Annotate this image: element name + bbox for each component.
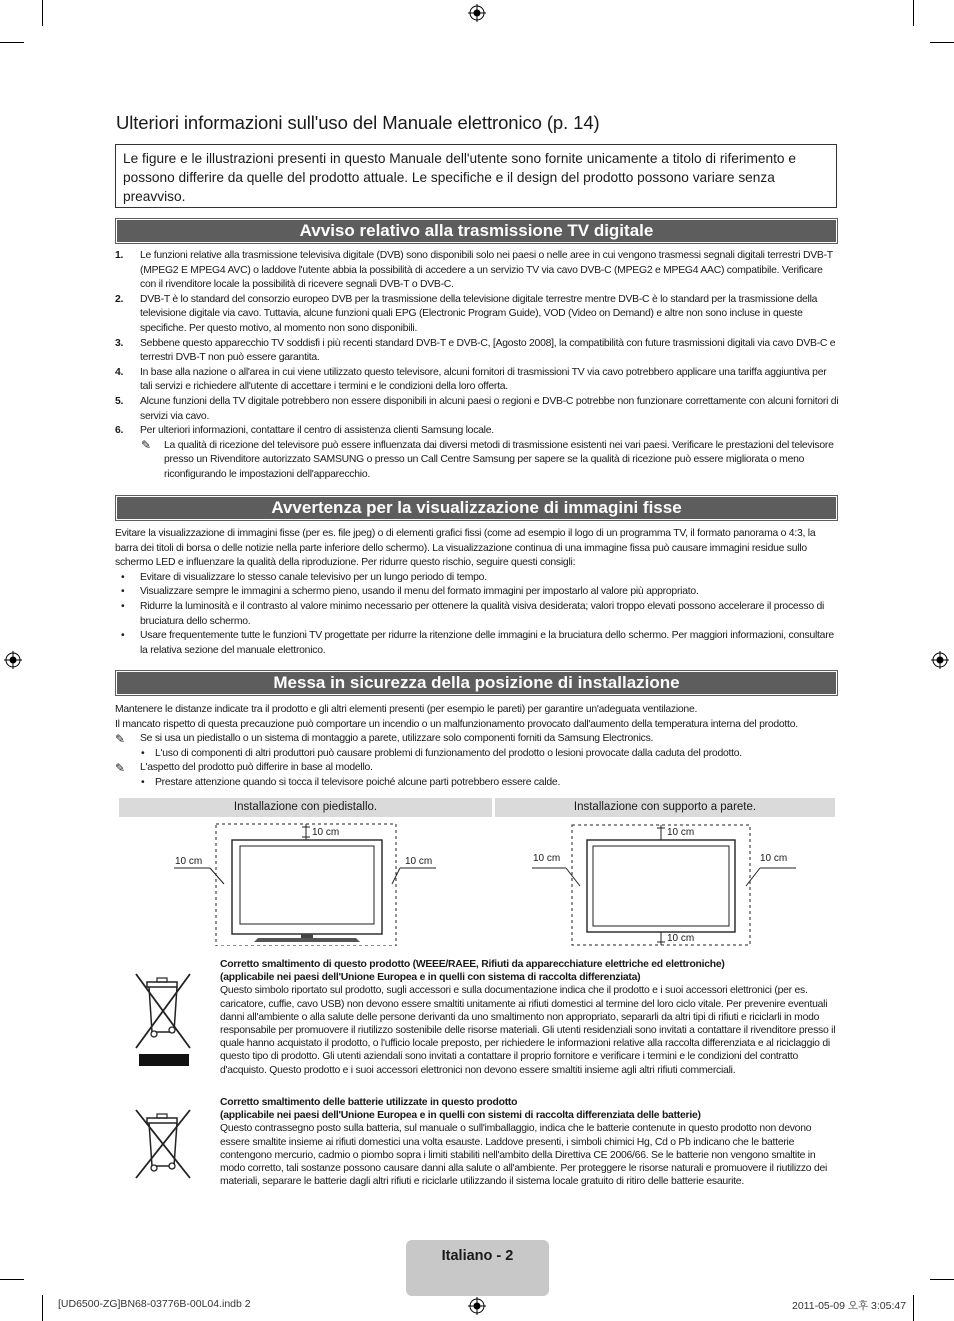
list-item: • Usare frequentemente tutte le funzioni TV progettate per ridurre la ritenzione delle immagini e la bruciatura dello schermo. Per maggiori informazioni, consultare la relativa sezione del manuale elettronico. xyxy=(121,630,834,656)
dimension-label: 10 cm xyxy=(405,856,433,867)
pencil-note-icon: ✎ xyxy=(115,732,125,747)
pencil-note-icon: ✎ xyxy=(115,761,125,776)
still-images-text xyxy=(115,527,840,658)
intro-paragraph: Evitare la visualizzazione di immagini fisse (per es. file jpeg) o di elementi grafici fissi (come ad esempio il logo di un programma TV, il formato panorama o 4:3, la barra dei titoli di borsa o delle notizie nella parte inferiore dello schermo). La visualizzazione continua di una immagine fissa può causare immagini residue sullo schermo LED e influenzare la qualità della riproduzione. Per ridurre questo rischio, seguire questi consigli: xyxy=(115,528,816,569)
installation-text xyxy=(115,703,840,791)
registration-mark-icon xyxy=(4,651,22,669)
list-item: • Prestare attenzione quando si tocca il televisore poiché alcune parti potrebbero essere calde. xyxy=(141,776,561,788)
note-item: ✎ La qualità di ricezione del televisore può essere influenzata dai diversi metodi di trasmissione esistenti nei vari paesi. Verificare le prestazioni del televisore presso un Rivenditore autorizzato SAMSUNG o presso un Call Centre Samsung per sapere se la qualità di ricezione può essere migliorata o meno riconfigurando le impostazioni dell'apparecchio. xyxy=(141,437,834,480)
weee-title: Corretto smaltimento di questo prodotto (WEEE/RAEE, Rifiuti da apparecchiature elettriche ed elettroniche) xyxy=(220,959,725,970)
list-item: 5. Alcune funzioni della TV digitale potrebbero non essere disponibili in alcuni paesi o regioni e DVB-C potrebbe non funzionare correttamente con alcuni fornitori di servizi via cavo. xyxy=(115,395,839,422)
weee-subtitle: (applicabile nei paesi dell'Unione Europea e in quelli con sistema di raccolta differenziata) xyxy=(220,972,641,984)
battery-title: Corretto smaltimento delle batterie utilizzate in questo prodotto xyxy=(220,1097,518,1108)
weee-disposal-info xyxy=(220,958,836,1077)
battery-disposal-info xyxy=(220,1096,836,1188)
section-heading-border xyxy=(116,219,837,243)
crossed-bin-icon xyxy=(132,972,194,1068)
list-item: 6. Per ulteriori informazioni, contattare il centro di assistenza clienti Samsung locale. xyxy=(115,425,494,437)
stand-installation-label: Installazione con piedistallo. xyxy=(119,798,492,817)
page-title: Ulteriori informazioni sull'uso del Manuale elettronico (p. 14) xyxy=(116,112,600,133)
list-item: 3. Sebbene questo apparecchio TV soddisfi i più recenti standard DVB-T e DVB-C, [Agosto 2008], la compatibilità con future trasmissioni digitali via cavo DVB-C e terrestri DVB-T non può essere garantita. xyxy=(115,337,836,364)
section-heading-installation: Messa in sicurezza della posizione di installazione xyxy=(115,670,838,696)
section-heading-still-images: Avvertenza per la visualizzazione di immagini fisse xyxy=(115,495,838,521)
section-heading-digital-tv: Avviso relativo alla trasmissione TV digitale xyxy=(115,218,838,244)
page-number-tab: Italiano - 2 xyxy=(406,1240,549,1296)
crop-mark xyxy=(0,42,24,43)
section-heading-border xyxy=(116,496,837,520)
wall-installation-diagram xyxy=(530,822,800,946)
crop-mark xyxy=(913,1295,914,1321)
footer-file-name: [UD6500-ZG]BN68-03776B-00L04.indb 2 xyxy=(58,1298,251,1310)
crop-mark xyxy=(0,1279,24,1280)
crop-mark xyxy=(930,1279,954,1280)
crossed-battery-bin-icon xyxy=(132,1108,194,1180)
crop-mark xyxy=(913,0,914,26)
list-item: • Ridurre la luminosità e il contrasto al valore minimo necessario per ottenere la qualità visiva desiderata; valori troppo elevati possono accelerare il processo di bruciatura dello schermo. xyxy=(121,600,825,627)
dimension-label: 10 cm xyxy=(667,827,695,838)
dimension-label: 10 cm xyxy=(175,856,203,867)
paragraph: Il mancato rispetto di questa precauzione può comportare un incendio o un malfunzionamento provocato dall'aumento della temperatura interna del prodotto. xyxy=(115,718,798,730)
crop-mark xyxy=(42,0,43,26)
dimension-label: 10 cm xyxy=(533,853,561,864)
list-item: • Evitare di visualizzare lo stesso canale televisivo per un lungo periodo di tempo. xyxy=(121,571,487,583)
crop-mark xyxy=(930,42,954,43)
note-item: ✎ Se si usa un piedistallo o un sistema di montaggio a parete, utilizzare solo componenti forniti da Samsung Electronics. xyxy=(115,732,654,747)
list-item: 1. Le funzioni relative alla trasmissione televisiva digitale (DVB) sono disponibili solo nei paesi o nelle aree in cui vengono trasmessi segnali digitali terrestri DVB-T (MPEG2 E MPEG4 AVC) o laddove l'utente abbia la possibilità di accedere a un servizio TV via cavo DVB-C (MPEG2 e MPEG4 AAC) compatibile. Verificare con il rivenditore locale la possibilità di ricevere segnali DVB-T o DVB-C. xyxy=(115,250,833,291)
section-heading-border xyxy=(116,671,837,695)
weee-body: Questo simbolo riportato sul prodotto, sugli accessori e sulla documentazione indica che il prodotto e i suoi accessori elettronici (per es. caricatore, cuffie, cavo USB) non devono essere smaltiti unitamente ai rifiuti domestici al termine del loro ciclo vitale. Per prevenire eventuali danni all'ambiente o alla salute delle persone derivanti da uno smaltimento non appropriato, separarli da altri tipi di rifiuti e riciclarli in modo responsabile per promuovere il riutilizzo sostenibile delle risorse materiali. Gli utenti residenziali sono invitati a contattare il rivenditore presso il quale hanno acquistato il prodotto, o l'ufficio locale preposto, per richiedere le informazioni relative alla raccolta differenziata e al riciclaggio di questo tipo di prodotto. Gli utenti aziendali sono invitati a contattare il proprio fornitore e verificare i termini e le condizioni del contratto d'acquisto. Questo prodotto e i suoi accessori elettronici non devono essere smaltiti insieme agli altri rifiuti commerciali. xyxy=(220,985,836,1076)
pencil-note-icon: ✎ xyxy=(141,437,151,452)
crop-mark xyxy=(42,1295,43,1321)
dimension-label: 10 cm xyxy=(667,933,695,944)
registration-mark-icon xyxy=(931,651,949,669)
list-item: • L'uso di componenti di altri produttori può causare problemi di funzionamento del prodotto o lesioni provocate dalla caduta del prodotto. xyxy=(141,747,742,759)
stand-installation-diagram xyxy=(170,822,440,946)
list-item: 2. DVB-T è lo standard del consorzio europeo DVB per la trasmissione della televisione digitale terrestre mentre DVB-C è lo standard per la trasmissione della televisione digitale via cavo. Tuttavia, alcune funzioni quali EPG (Electronic Program Guide), VOD (Video on Demand) e altre non sono incluse in queste specifiche. Per questo motivo, al momento non sono disponibili. xyxy=(115,293,818,334)
battery-subtitle: (applicabile nei paesi dell'Unione Europea e in quelli con sistemi di raccolta differenziata delle batterie) xyxy=(220,1110,701,1122)
list-item: 4. In base alla nazione o all'area in cui viene utilizzato questo televisore, alcuni fornitori di trasmissioni TV via cavo potrebbero applicare una tariffa aggiuntiva per tali servizi e richiedere all'utente di accettare i termini e le condizioni della loro offerta. xyxy=(115,366,827,393)
disclaimer-box: Le figure e le illustrazioni presenti in questo Manuale dell'utente sono fornite unicamente a titolo di riferimento e possono differire da quelle del prodotto attuale. Le specifiche e il design del prodotto possono variare senza preavviso. xyxy=(115,144,837,208)
paragraph: Mantenere le distanze indicate tra il prodotto e gli altri elementi presenti (per esempio le pareti) per garantire un'adeguata ventilazione. xyxy=(115,704,698,715)
wall-installation-label: Installazione con supporto a parete. xyxy=(495,798,835,817)
note-item: ✎ L'aspetto del prodotto può differire in base al modello. xyxy=(115,761,373,776)
list-item: • Visualizzare sempre le immagini a schermo pieno, usando il menu del formato immagini per impostarlo al valore più appropriato. xyxy=(121,586,699,598)
battery-body: Questo contrassegno posto sulla batteria, sul manuale o sull'imballaggio, indica che le batterie contenute in questo prodotto non devono essere smaltite insieme ai rifiuti domestici una volta esauste. Laddove presenti, i simboli chimici Hg, Cd o Pb indicano che le batterie contengono mercurio, cadmio o piombo sopra i limiti stabiliti nell'ambito della Direttiva CE 2006/66. Se le batterie non vengono smaltite in modo corretto, tali sostanze possono causare danni alla salute o all'ambiente. Per proteggere le risorse naturali e promuovere il riutilizzo dei materiali, separare le batterie dagli altri rifiuti e riciclarle utilizzando il sistema locale gratuito di ritiro delle batterie esaurite. xyxy=(220,1123,828,1188)
registration-mark-icon xyxy=(468,4,486,22)
footer-timestamp: 2011-05-09 오후 3:05:47 xyxy=(792,1300,907,1312)
digital-tv-list xyxy=(115,249,840,483)
registration-mark-icon xyxy=(468,1297,486,1315)
dimension-label: 10 cm xyxy=(312,827,340,838)
dimension-label: 10 cm xyxy=(760,853,788,864)
